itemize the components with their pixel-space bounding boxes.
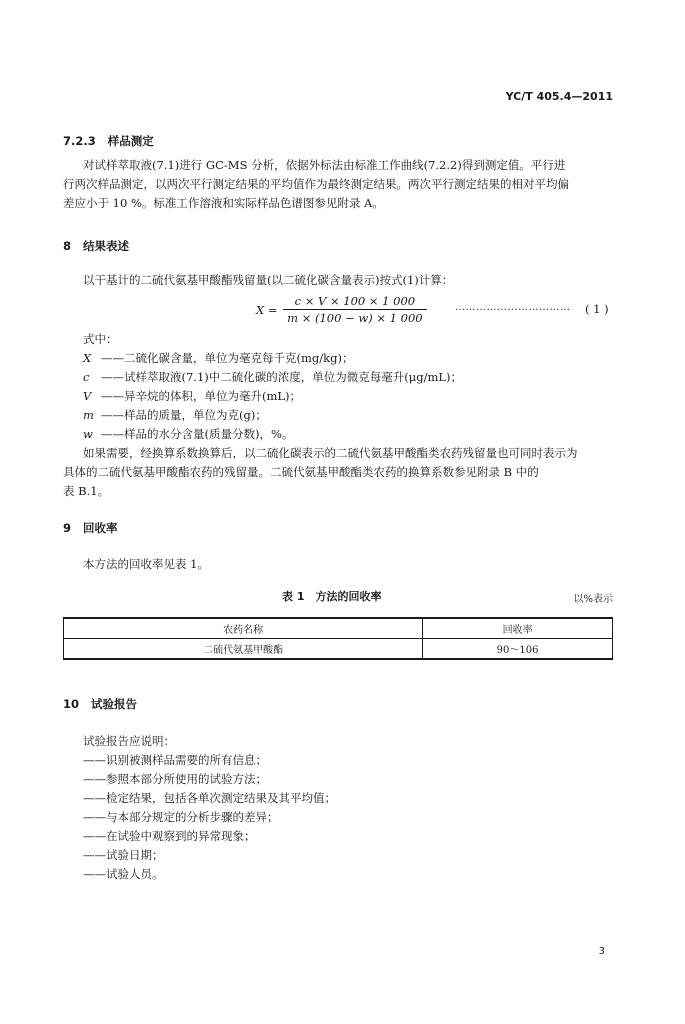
report-intro: 试验报告应说明： bbox=[83, 734, 175, 748]
variable-symbol: V bbox=[83, 389, 92, 403]
variable-symbol: X bbox=[83, 351, 92, 365]
formula-leader-dots: …………………………… bbox=[455, 302, 571, 313]
recovery-table bbox=[63, 617, 613, 660]
table-row bbox=[64, 639, 613, 660]
formula-lhs: X = bbox=[256, 302, 278, 317]
variable-item bbox=[83, 387, 462, 406]
formula-equation-number: ( 1 ) bbox=[585, 302, 609, 316]
paragraph-line: 具体的二硫代氨基甲酸酯农药的残留量。二硫代氨基甲酸酯类农药的换算系数参见附录 B 中的 bbox=[63, 465, 539, 479]
variable-item bbox=[83, 368, 462, 387]
page-number: 3 bbox=[598, 946, 605, 957]
list-item: ——参照本部分所使用的试验方法； bbox=[83, 772, 267, 786]
table-header-cell: 回收率 bbox=[423, 618, 613, 639]
paragraph-line: 行两次样品测定，以两次平行测定结果的平均值作为最终测定结果。两次平行测定结果的相对平均偏 bbox=[63, 177, 569, 191]
formula-numerator: c × V × 100 × 1 000 bbox=[283, 294, 426, 310]
conversion-note bbox=[63, 444, 578, 501]
section-7-2-3-heading bbox=[63, 133, 154, 149]
variable-symbol: m bbox=[83, 408, 94, 422]
section-title: 结果表述 bbox=[83, 239, 130, 253]
section-10-heading bbox=[63, 696, 137, 712]
variable-description: ——试样萃取液(7.1)中二硫化碳的浓度，单位为微克每毫升(μg/mL)； bbox=[101, 370, 462, 384]
variable-description: ——异辛烷的体积，单位为毫升(mL)； bbox=[101, 389, 302, 403]
list-item: ——在试验中观察到的异常现象； bbox=[83, 829, 256, 843]
list-item: ——与本部分规定的分析步骤的差异； bbox=[83, 810, 279, 824]
report-items bbox=[83, 751, 336, 884]
table-header-cell: 农药名称 bbox=[64, 618, 423, 639]
variable-item bbox=[83, 406, 462, 425]
table-caption: 表 1 方法的回收率 bbox=[282, 590, 382, 603]
variable-item bbox=[83, 349, 462, 368]
section-number: 7.2.3 bbox=[63, 134, 96, 148]
table-unit: 以%表示 bbox=[573, 594, 613, 605]
table-cell: 90～106 bbox=[423, 639, 613, 660]
section-title: 样品测定 bbox=[107, 134, 154, 148]
variable-description: ——样品的质量，单位为克(g)； bbox=[101, 408, 267, 422]
variable-item bbox=[83, 425, 462, 444]
formula-fraction bbox=[283, 294, 426, 325]
section-7-2-3-paragraph bbox=[63, 156, 569, 213]
section-title: 回收率 bbox=[83, 521, 118, 535]
section-number: 8 bbox=[63, 239, 72, 253]
section-number: 10 bbox=[63, 697, 80, 711]
section-number: 9 bbox=[63, 521, 72, 535]
variable-description: ——样品的水分含量(质量分数)，%。 bbox=[101, 427, 294, 441]
formula-denominator: m × (100 − w) × 1 000 bbox=[287, 311, 423, 325]
paragraph-line: 差应小于 10 %。标准工作溶液和实际样品色谱图参见附录 A。 bbox=[63, 196, 384, 210]
section-title: 试验报告 bbox=[91, 697, 138, 711]
list-item: ——试验日期； bbox=[83, 848, 164, 862]
formula-intro: 以干基计的二硫代氨基甲酸酯残留量(以二硫化碳含量表示)按式(1)计算： bbox=[83, 273, 454, 287]
section-8-heading bbox=[63, 238, 129, 254]
standard-code: YC/T 405.4—2011 bbox=[505, 90, 613, 103]
formula-1 bbox=[256, 294, 427, 325]
table-cell: 二硫代氨基甲酸酯 bbox=[64, 639, 423, 660]
variable-symbol: w bbox=[83, 427, 93, 441]
where-label: 式中： bbox=[83, 332, 118, 346]
paragraph-line: 如果需要，经换算系数换算后，以二硫化碳表示的二硫代氨基甲酸酯类农药残留量也可同时表示为 bbox=[83, 446, 578, 460]
table-header-row bbox=[64, 618, 613, 639]
variable-symbol: c bbox=[83, 370, 90, 384]
paragraph-line: 表 B.1。 bbox=[63, 484, 110, 498]
list-item: ——试验人员。 bbox=[83, 867, 164, 881]
list-item: ——检定结果，包括各单次测定结果及其平均值； bbox=[83, 791, 336, 805]
recovery-text: 本方法的回收率见表 1。 bbox=[83, 557, 209, 571]
section-9-heading bbox=[63, 520, 118, 536]
variable-list bbox=[83, 349, 462, 444]
paragraph-line: 对试样萃取液(7.1)进行 GC-MS 分析，依据外标法由标准工作曲线(7.2.2)得到测定值。平行进 bbox=[83, 158, 566, 172]
variable-description: ——二硫化碳含量，单位为毫克每千克(mg/kg)； bbox=[101, 351, 354, 365]
list-item: ——识别被测样品需要的所有信息； bbox=[83, 753, 267, 767]
